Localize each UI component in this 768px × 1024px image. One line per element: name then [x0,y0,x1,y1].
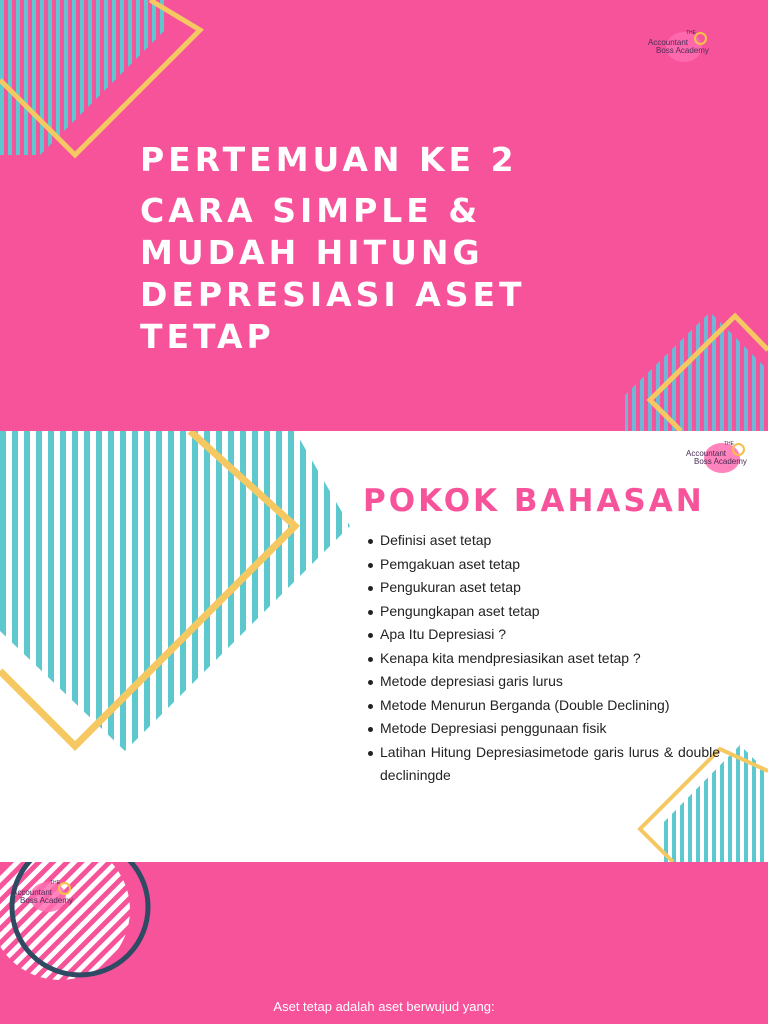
list-item: Pengukuran aset tetap [360,576,720,600]
topic-list [360,529,720,788]
list-item: Pengungkapan aset tetap [360,600,720,624]
academy-logo: THE Accountant Boss Academy [6,880,90,916]
list-item: Apa Itu Depresiasi ? [360,623,720,647]
list-item: Metode depresiasi garis lurus [360,670,720,694]
academy-logo: THE Accountant Boss Academy [680,441,764,477]
academy-logo: THE Accountant Boss Academy [642,30,726,66]
list-item: Definisi aset tetap [360,529,720,553]
definition-text: Aset tetap adalah aset berwujud yang: [273,999,495,1014]
striped-shape-top-left [0,0,165,155]
list-item: Metode Depresiasi penggunaan fisik [360,717,720,741]
striped-shape-left [0,431,350,751]
slide-definition [0,862,768,1024]
page-title: CARA SIMPLE & MUDAH HITUNG DEPRESIASI ASET TETAP [140,191,526,356]
slide-title [0,0,768,431]
list-item: Metode Menurun Berganda (Double Declining) [360,694,720,718]
list-item: Latihan Hitung Depresiasimetode garis lurus & double decliningde [360,741,720,788]
list-item: Kenapa kita mendpresiasikan aset tetap ? [360,647,720,671]
meeting-label: PERTEMUAN KE 2 [140,140,518,179]
list-item: Pemgakuan aset tetap [360,553,720,577]
section-title: POKOK BAHASAN [363,483,705,519]
slide-topics [0,431,768,862]
